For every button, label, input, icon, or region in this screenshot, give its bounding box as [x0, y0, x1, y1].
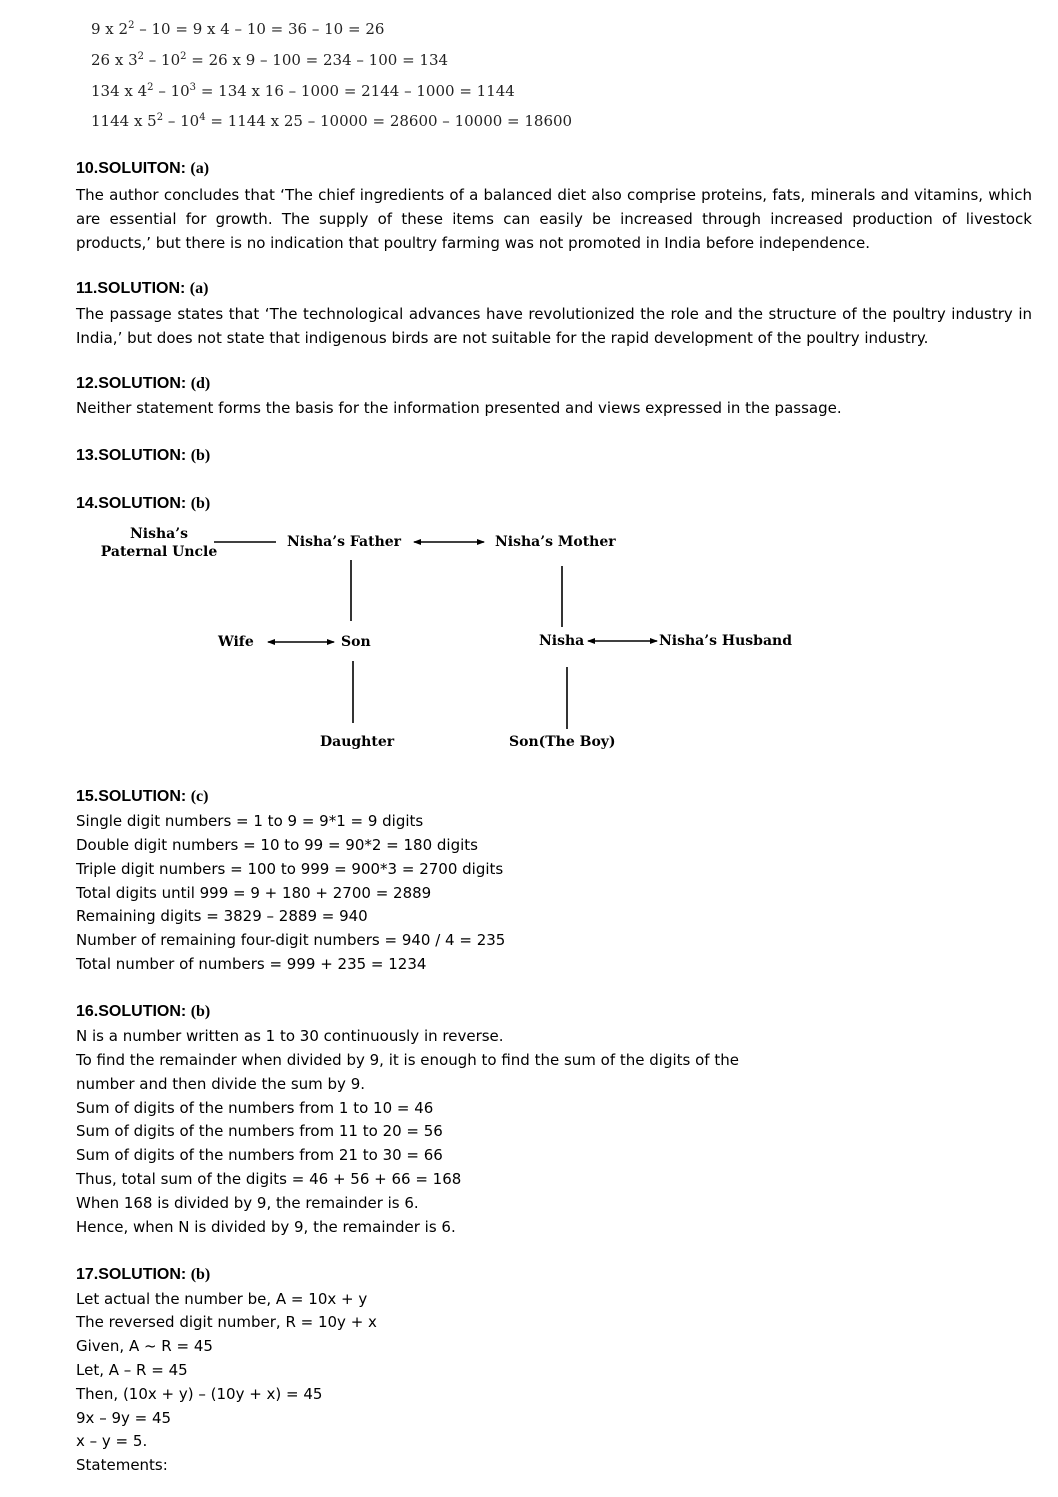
solution-16-line: Thus, total sum of the digits = 46 + 56 + 66 = 168: [76, 1170, 462, 1188]
node-son: Son: [341, 634, 371, 650]
calc-mid: – 10: [153, 82, 190, 100]
calc-exponent: 2: [180, 51, 187, 62]
calc-exponent: 2: [128, 20, 135, 31]
solution-16-line: N is a number written as 1 to 30 continuously in reverse.: [76, 1027, 504, 1045]
node-label: Nisha’s: [129, 526, 188, 542]
solution-16-line: When 168 is divided by 9, the remainder is 6.: [76, 1194, 419, 1212]
solution-label: 11.SOLUTION:: [76, 280, 190, 297]
solution-17-line: The reversed digit number, R = 10y + x: [76, 1313, 377, 1331]
solution-15-line: Remaining digits = 3829 – 2889 = 940: [76, 907, 368, 925]
node-label: Paternal Uncle: [100, 544, 218, 560]
solution-label: 14.SOLUTION:: [76, 495, 191, 512]
solution-label: 13.SOLUTION:: [76, 447, 191, 464]
solution-15-line: Double digit numbers = 10 to 99 = 90*2 = 180 digits: [76, 836, 478, 854]
calc-exponent: 2: [137, 51, 145, 62]
calc-base: 9 x 2: [91, 20, 129, 38]
calc-exponent: 2: [147, 82, 154, 93]
solution-17-line: 9x – 9y = 45: [76, 1409, 172, 1427]
solution-15-line: Single digit numbers = 1 to 9 = 9*1 = 9 digits: [76, 812, 424, 830]
calc-mid: – 10: [163, 112, 200, 130]
solution-label: 17.SOLUTION:: [76, 1266, 191, 1283]
solution-15-heading: [76, 788, 208, 806]
solution-15-line: Triple digit numbers = 100 to 999 = 900*3 = 2700 digits: [76, 860, 504, 878]
node-daughter: Daughter: [320, 734, 395, 750]
solution-answer: (d): [190, 375, 211, 392]
node-husband: Nisha’s Husband: [659, 633, 792, 649]
solution-16-line: To find the remainder when divided by 9, it is enough to find the sum of the digits of the: [76, 1051, 739, 1069]
solution-label: 15.SOLUTION:: [76, 788, 191, 805]
node-wife: Wife: [218, 634, 254, 650]
solution-15-line: Number of remaining four-digit numbers = 940 / 4 = 235: [76, 931, 506, 949]
solution-16-line: Sum of digits of the numbers from 21 to 30 = 66: [76, 1146, 443, 1164]
solution-answer: (a): [189, 280, 209, 297]
calc-exponent: 3: [189, 82, 197, 93]
solution-label: 16.SOLUTION:: [76, 1003, 191, 1020]
solution-16-line: Hence, when N is divided by 9, the remainder is 6.: [76, 1218, 456, 1236]
calc-base: 26 x 3: [91, 51, 138, 69]
solution-16-line: Sum of digits of the numbers from 1 to 10 = 46: [76, 1099, 434, 1117]
calc-base: 134 x 4: [91, 82, 148, 100]
solution-17-line: Let, A – R = 45: [76, 1361, 188, 1379]
calc-exponent: 4: [199, 112, 206, 123]
node-mother: Nisha’s Mother: [495, 534, 616, 550]
solution-10-text: The author concludes that ‘The chief ingredients of a balanced diet also comprise proteins, fats, minerals and vitamins, which are essential for growth. The supply of these items can easily be increased through increased production of livestock products,’ but there is no indication that poultry farming was not promoted in India before independence.: [76, 186, 1032, 252]
solution-17-line: Then, (10x + y) – (10y + x) = 45: [76, 1385, 323, 1403]
calc-exponent: 2: [156, 112, 164, 123]
calc-rest: = 134 x 16 – 1000 = 2144 – 1000 = 1144: [196, 82, 515, 100]
solution-answer: (b): [190, 1003, 211, 1020]
solution-answer: (a): [190, 160, 210, 177]
solution-label: 12.SOLUTION:: [76, 375, 191, 392]
solution-17-line: x – y = 5.: [76, 1432, 148, 1450]
solution-11-text: The passage states that ‘The technological advances have revolutionized the role and the structure of the poultry industry in India,’ but does not state that indigenous birds are not suitable for the rapid development of the poultry industry.: [76, 305, 1032, 347]
solution-answer: (b): [190, 447, 211, 464]
solution-15-line: Total digits until 999 = 9 + 180 + 2700 = 2889: [76, 884, 432, 902]
solution-answer: (b): [190, 495, 211, 512]
calc-rest: = 1144 x 25 – 10000 = 28600 – 10000 = 18600: [205, 112, 573, 130]
solution-12-text: Neither statement forms the basis for the information presented and views expressed in the passage.: [76, 399, 842, 417]
solution-17-heading: [76, 1266, 210, 1284]
calc-mid: – 10: [144, 51, 181, 69]
solution-15-line: Total number of numbers = 999 + 235 = 1234: [76, 955, 427, 973]
calc-rest: – 10 = 9 x 4 – 10 = 36 – 10 = 26: [134, 20, 385, 38]
solution-answer: (c): [190, 788, 209, 805]
node-paternal-uncle: [98, 525, 220, 561]
solution-17-line: Statements:: [76, 1456, 168, 1474]
solution-17-line: Given, A ~ R = 45: [76, 1337, 213, 1355]
calc-base: 1144 x 5: [91, 112, 157, 130]
solution-answer: (b): [190, 1266, 211, 1283]
solution-16-heading: [76, 1003, 210, 1021]
node-nisha: Nisha: [539, 633, 585, 649]
solution-17-line: Let actual the number be, A = 10x + y: [76, 1290, 368, 1308]
node-father: Nisha’s Father: [287, 534, 402, 550]
solution-16-line: number and then divide the sum by 9.: [76, 1075, 366, 1093]
calc-rest: = 26 x 9 – 100 = 234 – 100 = 134: [186, 51, 449, 69]
solution-16-line: Sum of digits of the numbers from 11 to 20 = 56: [76, 1122, 443, 1140]
node-boy: Son(The Boy): [509, 734, 616, 750]
solution-label: 10.SOLUITON:: [76, 160, 191, 177]
